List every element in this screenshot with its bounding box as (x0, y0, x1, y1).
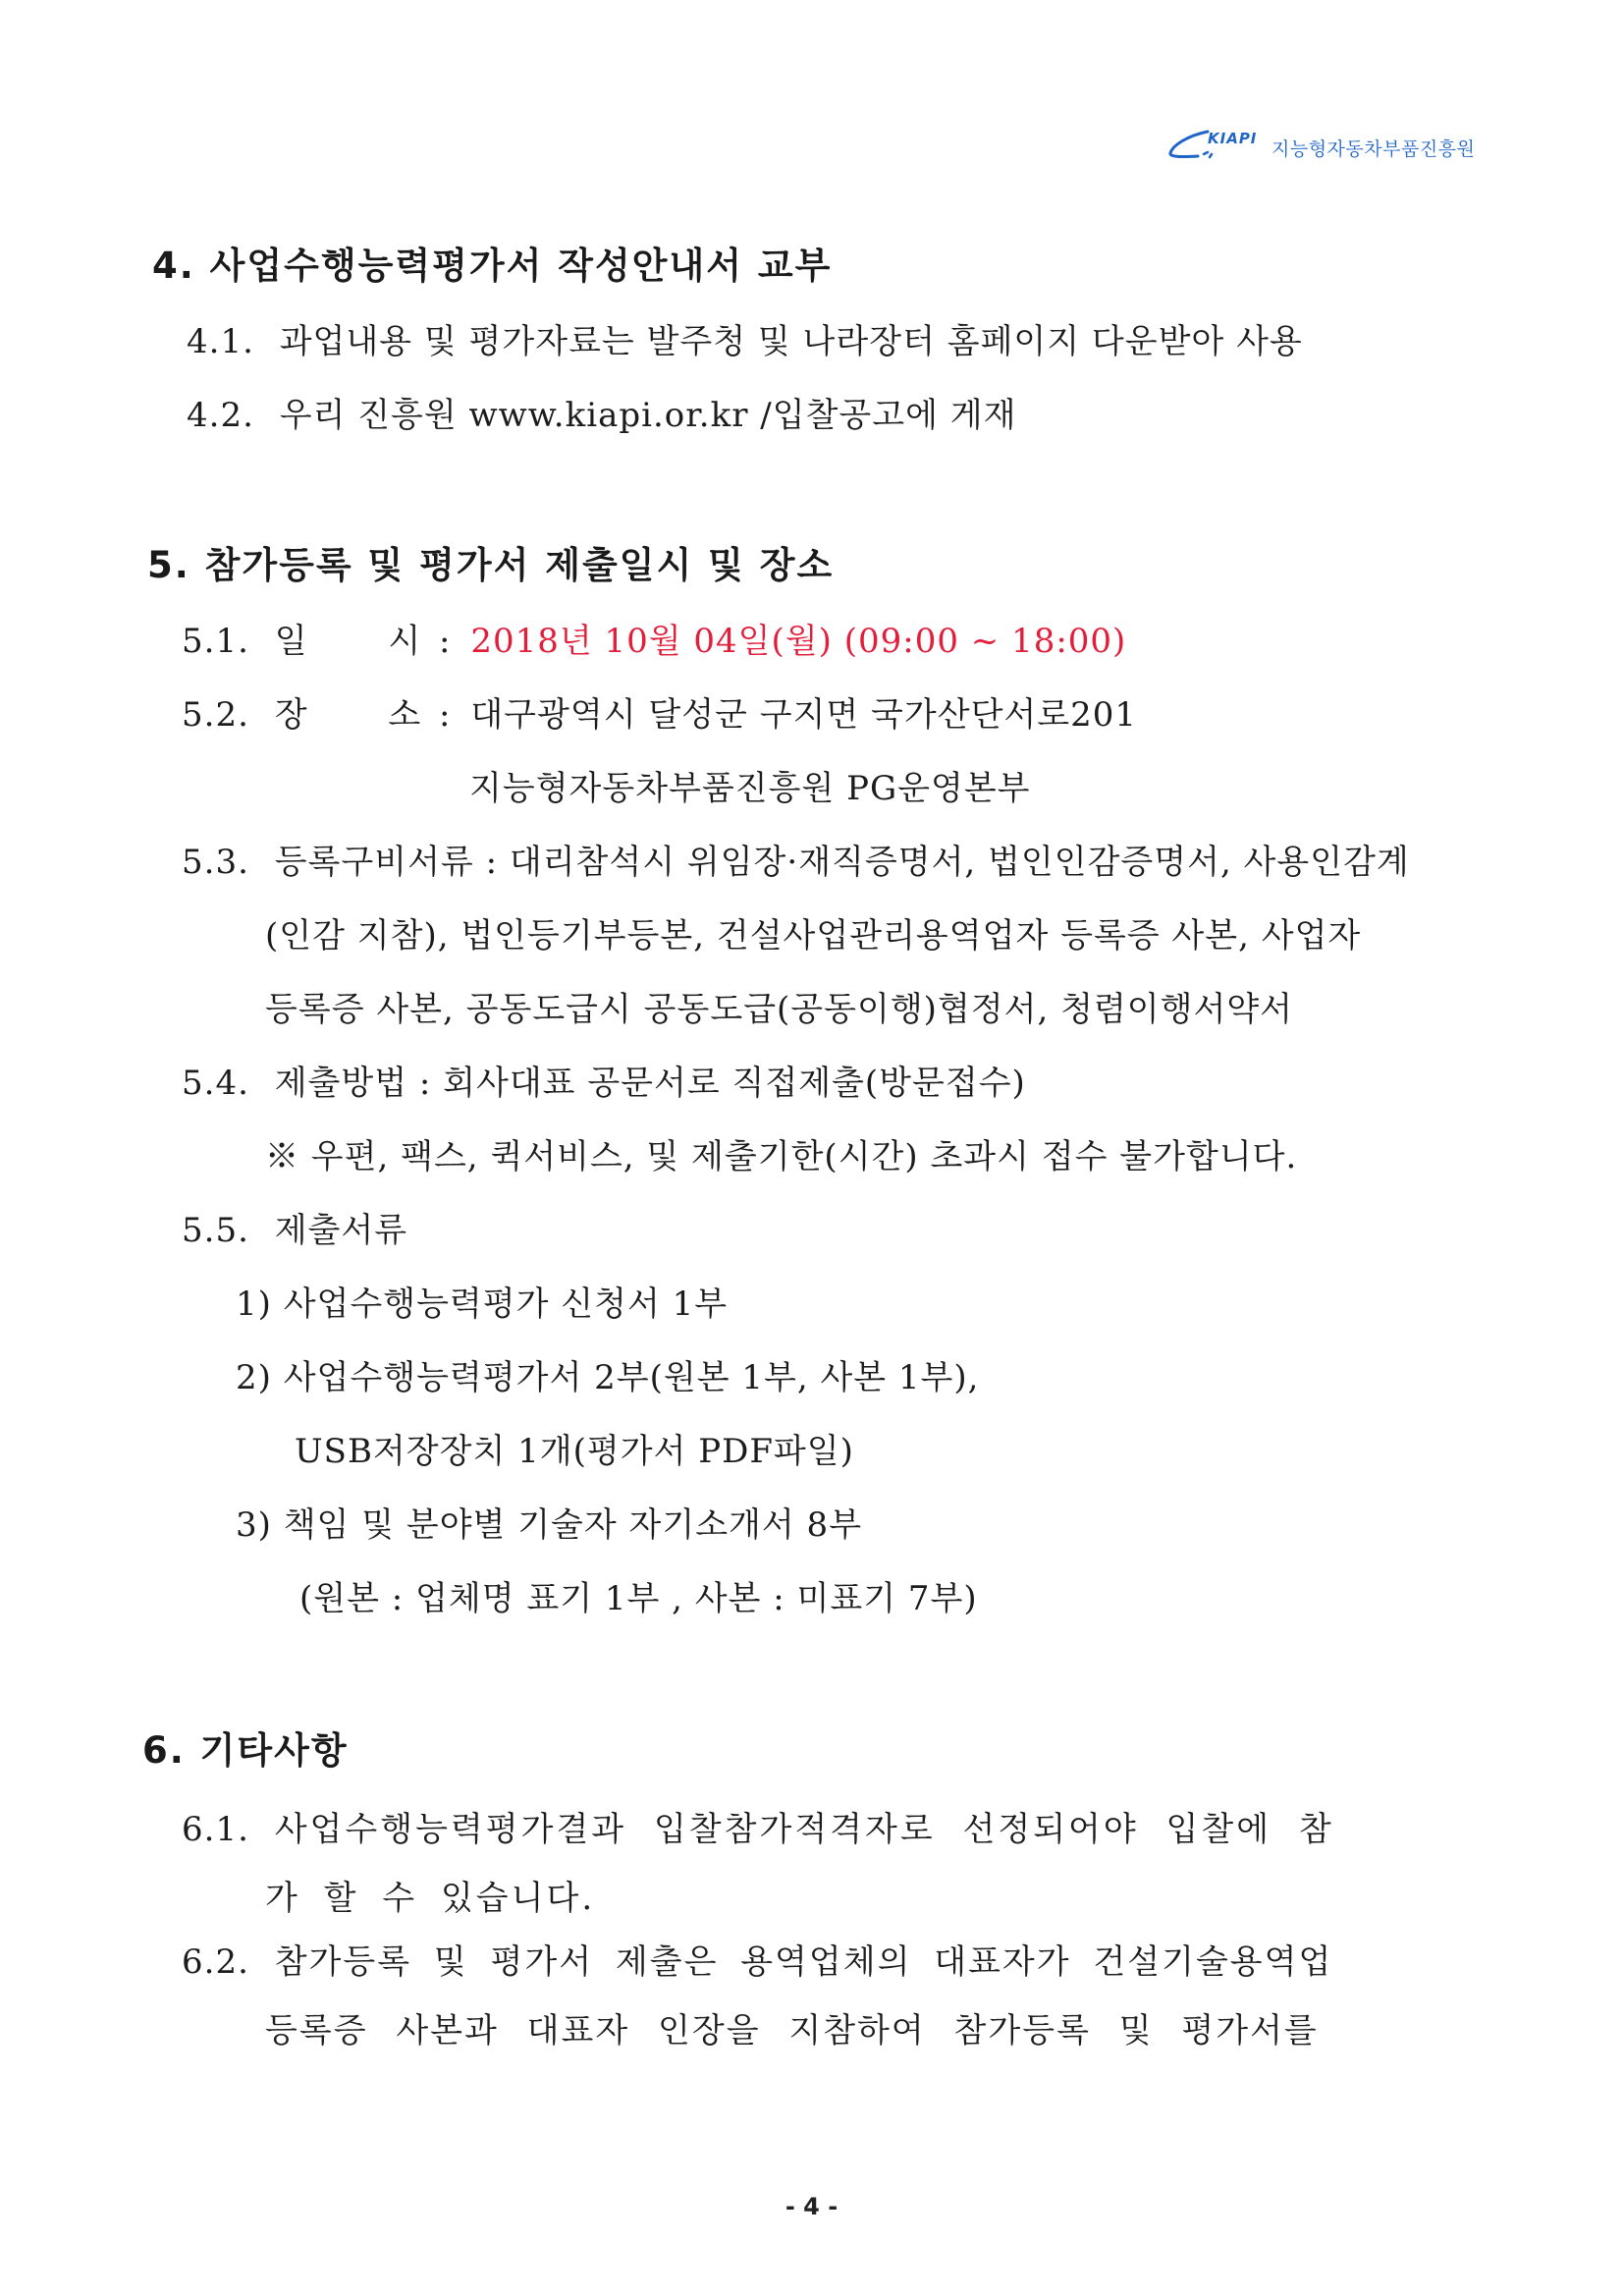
section-4-title: 4. 사업수행능력평가서 작성안내서 교부 (152, 245, 833, 287)
label-b: 소 (388, 695, 422, 735)
item-number: 5.3. (182, 843, 249, 882)
section-5-title: 5. 참가등록 및 평가서 제출일시 및 장소 (147, 544, 835, 586)
org-name: 지능형자동차부품진흥원 (1271, 137, 1476, 160)
item-5-1 (182, 614, 1126, 662)
item-5-4 (182, 1056, 1026, 1104)
document-item-3: 3) 책임 및 분야별 기술자 자기소개서 8부 (236, 1505, 863, 1545)
page-number: - 4 - (784, 2193, 839, 2220)
item-6-2 (182, 1935, 1332, 1983)
item-6-1 (182, 1802, 1334, 1850)
logo-text: KIAPI (1208, 130, 1258, 147)
label-a: 장 (274, 695, 308, 735)
item-number: 5.2. (182, 695, 249, 735)
item-number: 5.4. (182, 1064, 249, 1103)
schedule-datetime: 2018년 10월 04일(월) (09:00 ~ 18:00) (470, 622, 1127, 661)
item-text: 제출방법 : 회사대표 공문서로 직접제출(방문접수) (274, 1064, 1026, 1103)
document-item-2: 2) 사업수행능력평가서 2부(원본 1부, 사본 1부), (236, 1358, 980, 1397)
label-a: 일 (274, 622, 308, 661)
item-5-2 (182, 687, 1137, 736)
item-5-3-line-3: 등록증 사본, 공동도급시 공동도급(공동이행)협정서, 청렴이행서약서 (265, 990, 1294, 1029)
item-5-3-line-1 (182, 835, 1492, 883)
item-number: 4.2. (187, 396, 254, 435)
item-text: 참가등록 및 평가서 제출은 용역업체의 대표자가 건설기술용역업 (274, 1942, 1333, 1982)
location-address: 대구광역시 달성군 구지면 국가산단서로201 (470, 695, 1137, 735)
header-logo (1168, 128, 1475, 167)
item-number: 4.1. (187, 322, 254, 361)
item-5-4-note: ※ 우편, 팩스, 퀵서비스, 및 제출기한(시간) 초과시 접수 불가합니다. (265, 1137, 1298, 1176)
separator: : (439, 622, 452, 661)
kiapi-logo-icon (1168, 128, 1262, 167)
item-text: 우리 진흥원 www.kiapi.or.kr /입찰공고에 게재 (279, 396, 1017, 435)
item-6-1-cont: 가 할 수 있습니다. (265, 1879, 596, 1918)
item-5-3-line-2: (인감 지참), 법인등기부등본, 건설사업관리용역업자 등록증 사본, 사업자 (265, 916, 1362, 956)
separator: : (439, 695, 452, 735)
item-number: 6.1. (182, 1810, 249, 1849)
item-number: 6.2. (182, 1942, 249, 1982)
item-text: 제출서류 (274, 1211, 408, 1250)
item-5-5 (182, 1203, 407, 1251)
document-item-1: 1) 사업수행능력평가 신청서 1부 (236, 1285, 729, 1324)
section-6-title: 6. 기타사항 (142, 1729, 349, 1772)
location-org: 지능형자동차부품진흥원 PG운영본부 (469, 769, 1031, 808)
document-item-3-cont: (원본 : 업체명 표기 1부 , 사본 : 미표기 7부) (299, 1579, 978, 1618)
item-4-1 (187, 314, 1303, 362)
item-text: 사업수행능력평가결과 입찰참가적격자로 선정되어야 입찰에 참 (274, 1810, 1334, 1849)
item-number: 5.5. (182, 1211, 249, 1250)
document-item-2-cont: USB저장장치 1개(평가서 PDF파일) (295, 1432, 854, 1471)
item-4-2 (187, 388, 1016, 436)
label-b: 시 (388, 622, 422, 661)
item-text: 과업내용 및 평가자료는 발주청 및 나라장터 홈페이지 다운받아 사용 (279, 322, 1303, 361)
item-text: 등록구비서류 : 대리참석시 위임장·재직증명서, 법인인감증명서, 사용인감계 (274, 843, 1410, 882)
item-number: 5.1. (182, 622, 249, 661)
item-6-2-cont: 등록증 사본과 대표자 인장을 지참하여 참가등록 및 평가서를 (265, 2011, 1319, 2050)
